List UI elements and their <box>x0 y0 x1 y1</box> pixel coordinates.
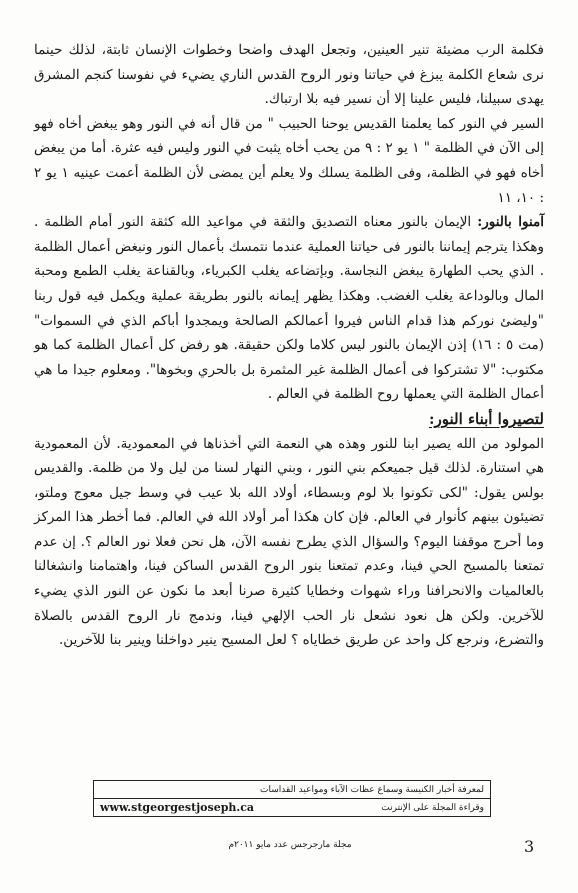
paragraph-word-of-god: فكلمة الرب مضيئة تنير العينين، وتجعل الهدف واضحا وخطوات الإنسان ثابتة، لذلك حينما نرى شعاع الكلمة يبزغ في حياتنا ونور الروح القدس الناري يضيء في نفوسنا كنجم المشرق يهدى سبيلنا، فليس علينا إلا أن نسير فيه بلا ارتباك. <box>34 42 544 108</box>
website-url-link[interactable]: www.stgeorgestjoseph.ca <box>100 801 255 814</box>
believe-in-light-text: الإيمان بالنور معناه التصديق والثقة في مواعيد الله كثقة النور أمام الظلمة . وهكذا يترجم إيماننا بالنور فى حياتنا العملية عندما نتمسك بأعمال النور ونبغض أعمال الظلمة . الذي يحب الطهارة يبغض النجاسة. وبإتضاعه يغلب الكبرياء، وبالقناعة يغلب الطمع ومحبة المال وبالوداعة يغلب الغضب. وهكذا يظهر إيمانه بالنور بطريقة عملية ويكمل فيه قول ربنا "وليضئ نوركم هذا قدام الناس فيروا أعمالكم الصالحة ويمجدوا أباكم الذي في السموات" (مت ٥ : ١٦) إذن الإيمان بالنور ليس كلاما ولكن حقيقة. هو رفض كل أعمال الظلمة كما هو مكتوب: "لا تشتركوا فى أعمال الظلمة غير المثمرة بل بالحري وبخوها". ومعلوم جيدا ما هي أعمال الظلمة التي يعملها روح الظلمة في العالم . <box>34 214 545 403</box>
paragraph-believe-in-light <box>34 210 544 407</box>
paragraph-walk-in-light: السير في النور كما يعلمنا القديس يوحنا الحبيب " من قال أنه في النور وهو يبغض أخاه فهو إلى الآن في الظلمة " ١ يو ٢ : ٩ من يحب أخاه يثبت في النور وليس فيه عثرة. أما من يبغض أخاه فهو في الظلمة، وفى الظلمة يسلك ولا يعلم أين يمضى لأن الظلمة أعمت عينيه ١ يو ٢ : ١٠، ١١ <box>34 115 544 206</box>
website-ad-box <box>93 780 491 817</box>
paragraph-born-of-god: المولود من الله يصير ابنا للنور وهذه هي النعمة التي أخذناها في المعمودية. لأن المعمودية هي استنارة. لذلك قيل جميعكم بني النور ، وبني النهار لسنا من ليل ولا من ظلمة. والقديس بولس يقول: "لكى تكونوا بلا لوم وبسطاء، أولاد الله بلا عيب في وسط جيل معوج وملتو، تضيئون بينهم كأنوار في العالم. فإن كان هكذا أمر أولاد الله في العالم. فما أخطر هذا المركز وما أحرج موقفنا اليوم؟ والسؤال الذي يطرح نفسه الآن، هل نحن فعلا نور العالم ؟. إن عدم تمتعنا بالمسيح الحي فينا، وعدم تمتعنا بنور الروح القدس الساكن فينا، واهتمامنا وانشغالنا بالعالميات والانحرافنا وراء شهوات وخطايا كثيرة صرنا أبعد ما نكون عن النور الذي يضيء للآخرين. ولكن هل نعود نشعل نار الحب الإلهي فينا، وندمج نار الروح القدس بالصلاة والتضرع، ونرجع كل واحد عن طريق خطاياه ؟ لعل المسيح ينير دواخلنا وينير بنا للآخرين. <box>34 435 544 649</box>
ad-line-website <box>94 799 490 817</box>
ad-read-online-text: وقراءة المجلة على الإنترنت <box>381 803 484 813</box>
believe-in-light-lead: آمنوا بالنور: <box>477 214 544 231</box>
ad-line-church-news: لمعرفة أخبار الكنيسة وسماع عظات الآباء ومواعيد القداسات <box>94 781 490 799</box>
magazine-issue-footer: مجلة مارجرجس عدد مايو ٢٠١١م <box>228 840 352 850</box>
section-heading-children-of-light: لتصيروا أبناء النور: <box>428 409 544 428</box>
article-body <box>34 38 544 653</box>
page-number: 3 <box>524 837 535 856</box>
